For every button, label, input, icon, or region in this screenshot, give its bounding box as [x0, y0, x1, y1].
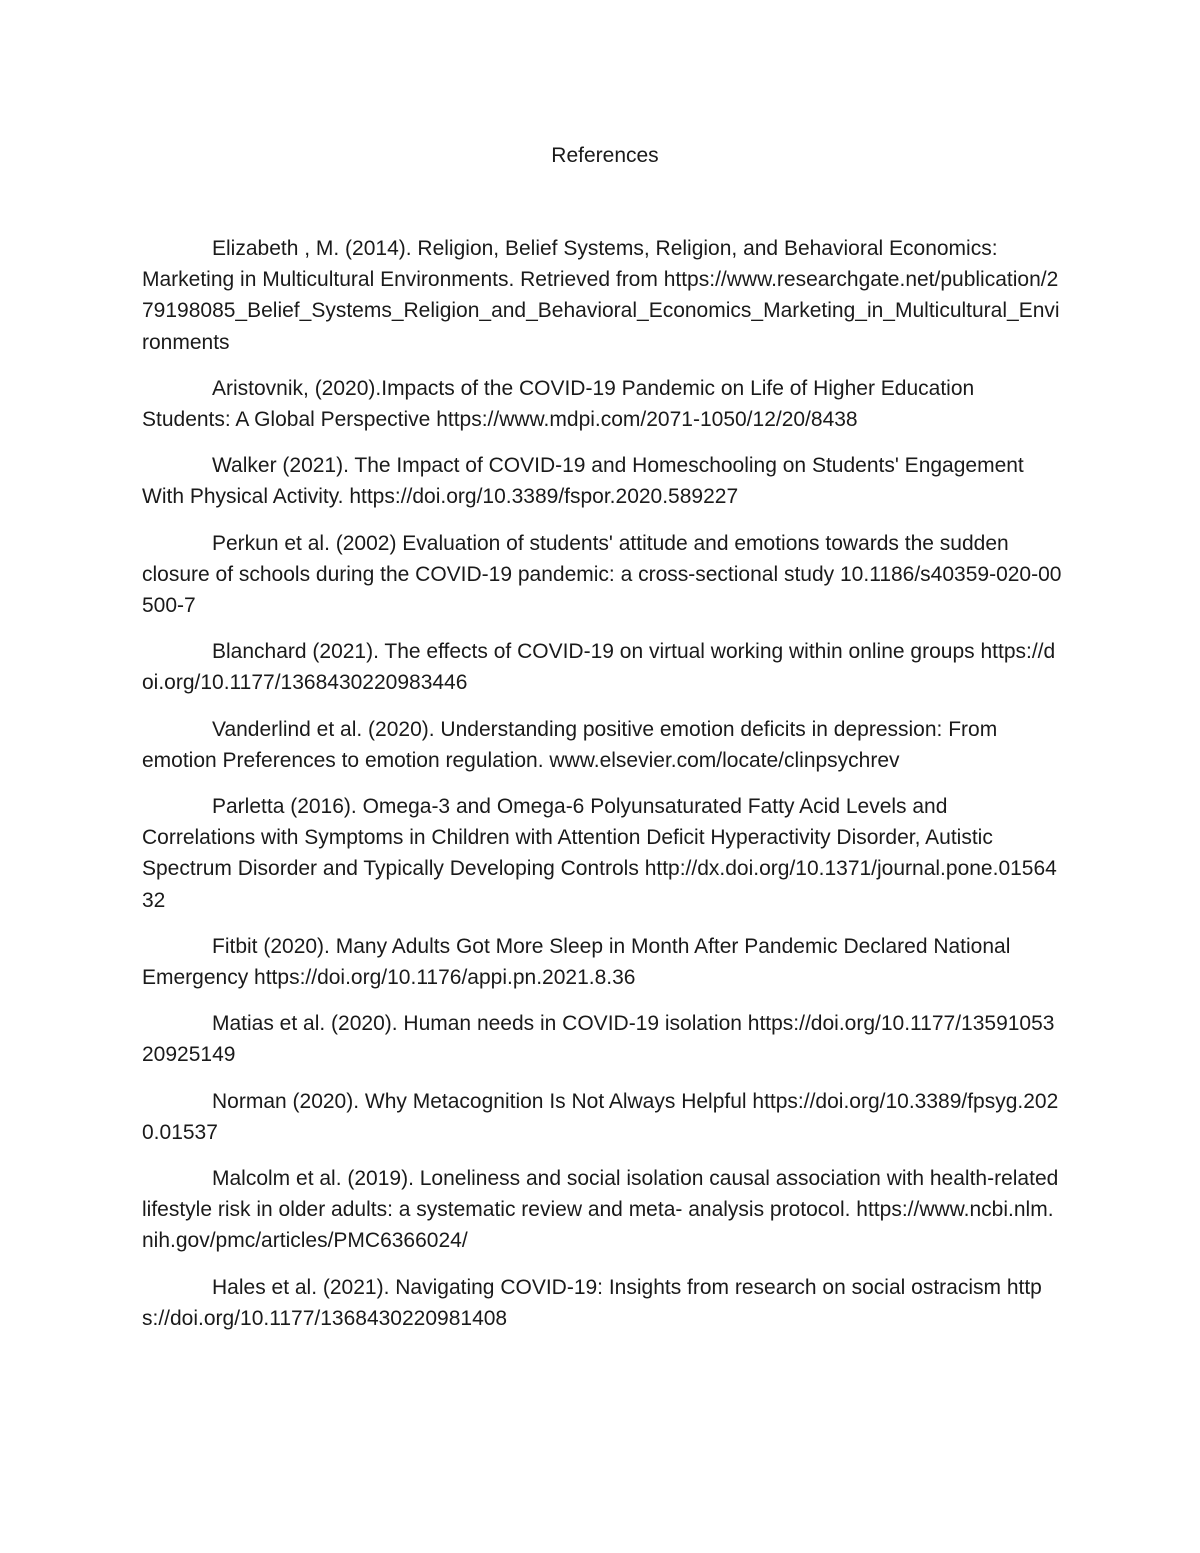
reference-entry [142, 714, 1062, 776]
reference-entry [142, 1163, 1062, 1257]
reference-url[interactable]: https://doi.org/10.3389/fpsyg.2020.01537 [142, 1089, 1059, 1144]
page-title: References [551, 144, 659, 167]
reference-text: Perkun et al. (2002) Evaluation of students' attitude and emotions towards the sudden closure of schools during the COVID-19 pandemic: a cross-sectional study [142, 531, 1009, 586]
reference-entry [142, 450, 1062, 512]
reference-text: Parletta (2016). Omega-3 and Omega-6 Polyunsaturated Fatty Acid Levels and Correlations with Symptoms in Children with Attention Deficit Hyperactivity Disorder, Autistic Spectrum Disorder and Typically Developing Controls [142, 795, 993, 881]
reference-url[interactable]: https://www.ncbi.nlm.nih.gov/pmc/articles/PMC6366024/ [142, 1198, 1054, 1253]
reference-entry [142, 931, 1062, 993]
reference-entry [142, 636, 1062, 698]
reference-url[interactable]: www.elsevier.com/locate/clinpsychrev [549, 748, 900, 772]
reference-url[interactable]: https://doi.org/10.1177/1359105320925149 [142, 1012, 1055, 1067]
reference-url[interactable]: https://doi.org/10.1176/appi.pn.2021.8.36 [254, 966, 636, 990]
reference-text: Blanchard (2021). The effects of COVID-19 on virtual working within online groups [212, 640, 981, 664]
reference-url[interactable]: https://doi.org/10.1177/1368430220983446 [142, 640, 1056, 695]
reference-text: Malcolm et al. (2019). Loneliness and social isolation causal association with health-related lifestyle risk in older adults: a systematic review and meta- analysis protocol. [142, 1167, 1059, 1222]
reference-text: Hales et al. (2021). Navigating COVID-19: Insights from research on social ostracism [212, 1275, 1007, 1299]
reference-url[interactable]: https://doi.org/10.1177/1368430220981408 [142, 1275, 1042, 1330]
reference-list [142, 233, 1062, 1349]
reference-entry [142, 1008, 1062, 1070]
reference-entry [142, 1086, 1062, 1148]
reference-text: Walker (2021). The Impact of COVID-19 and Homeschooling on Students' Engagement With Physical Activity. [142, 454, 1024, 509]
reference-entry [142, 373, 1062, 435]
reference-text: Norman (2020). Why Metacognition Is Not Always Helpful [212, 1089, 753, 1113]
reference-text: Elizabeth , M. (2014). Religion, Belief Systems, Religion, and Behavioral Economics: Marketing in Multicultural Environments. Retrieved from [142, 237, 998, 292]
reference-url[interactable]: http://dx.doi.org/10.1371/journal.pone.0156432 [142, 857, 1057, 912]
reference-url[interactable]: https://www.mdpi.com/2071-1050/12/20/8438 [436, 408, 858, 432]
reference-text: Fitbit (2020). Many Adults Got More Sleep in Month After Pandemic Declared National Emergency [142, 934, 1011, 990]
reference-text: Vanderlind et al. (2020). Understanding positive emotion deficits in depression: From emotion Preferences to emotion regulation. [142, 717, 998, 772]
reference-entry [142, 791, 1062, 916]
reference-entry [142, 1272, 1062, 1334]
reference-text: Matias et al. (2020). Human needs in COVID-19 isolation [212, 1012, 748, 1036]
reference-url[interactable]: 10.1186/s40359-020-00500-7 [142, 562, 1062, 618]
reference-text: Aristovnik, (2020).Impacts of the COVID-19 Pandemic on Life of Higher Education Students: A Global Perspective [142, 376, 975, 432]
reference-entry [142, 233, 1062, 358]
reference-url[interactable]: https://www.researchgate.net/publication/279198085_Belief_Systems_Religion_and_Behavioral_Economics_Marketing_in_Multicultural_Environments [142, 268, 1060, 354]
reference-entry [142, 528, 1062, 622]
reference-url[interactable]: https://doi.org/10.3389/fspor.2020.589227 [349, 485, 739, 509]
